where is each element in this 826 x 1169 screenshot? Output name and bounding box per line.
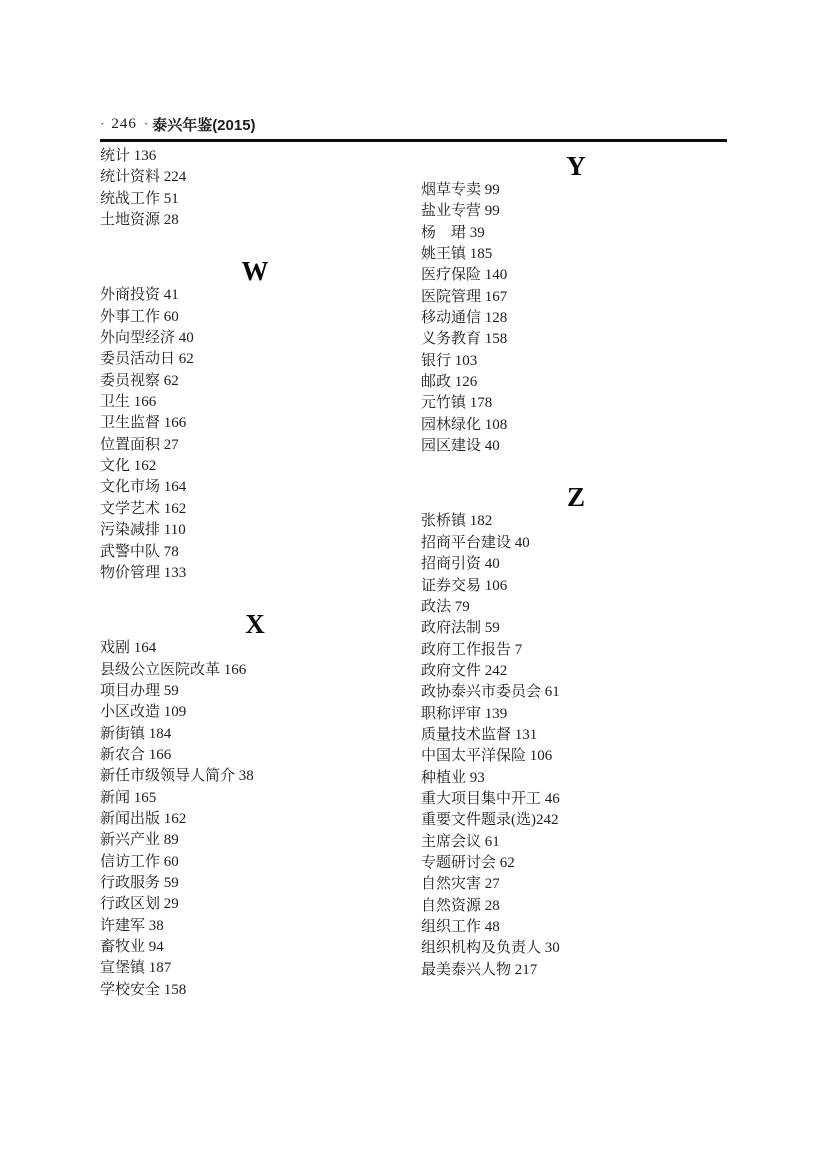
header-bullet: · bbox=[143, 116, 149, 131]
index-entry: 中国太平洋保险 106 bbox=[421, 748, 553, 765]
index-entry: 戏剧 164 bbox=[100, 640, 157, 657]
index-entry: 组织机构及负责人 30 bbox=[421, 940, 560, 957]
index-entry: 外事工作 60 bbox=[100, 308, 179, 325]
index-entry: 园区建设 40 bbox=[421, 438, 500, 455]
index-entry: 招商平台建设 40 bbox=[421, 534, 530, 551]
index-entry: 物价管理 133 bbox=[100, 564, 187, 581]
index-entry: 新兴产业 89 bbox=[100, 832, 179, 849]
header-bullet: · bbox=[100, 116, 105, 131]
index-entry: 医院管理 167 bbox=[421, 288, 508, 305]
index-entry: 项目办理 59 bbox=[100, 682, 179, 699]
index-entry: 新农合 166 bbox=[100, 746, 172, 763]
index-entry: 新闻出版 162 bbox=[100, 810, 187, 827]
index-entry: 统计资料 224 bbox=[100, 169, 187, 186]
index-entry: 杨 珺 39 bbox=[421, 224, 485, 241]
index-entry: 小区改造 109 bbox=[100, 704, 187, 721]
index-entry: 污染减排 110 bbox=[100, 522, 186, 539]
index-entry: 银行 103 bbox=[421, 352, 478, 369]
index-entry: 行政服务 59 bbox=[100, 874, 179, 891]
index-entry: 姚王镇 185 bbox=[421, 246, 493, 263]
index-entry: 土地资源 28 bbox=[100, 212, 179, 229]
header-rule bbox=[100, 139, 727, 142]
index-entry: 统计 136 bbox=[100, 148, 157, 164]
book-title: 泰兴年鉴(2015) bbox=[152, 116, 256, 134]
index-entry: 最美泰兴人物 217 bbox=[421, 961, 538, 978]
index-entry: 文化 162 bbox=[100, 458, 157, 475]
index-entry: 证券交易 106 bbox=[421, 577, 508, 594]
page-number: 246 bbox=[111, 115, 137, 132]
running-header bbox=[100, 114, 256, 134]
index-entry: 种植业 93 bbox=[421, 769, 485, 786]
index-entry: 新街镇 184 bbox=[100, 725, 172, 742]
index-entry: 新任市级领导人简介 38 bbox=[100, 768, 254, 785]
index-entry: 畜牧业 94 bbox=[100, 939, 164, 955]
index-entry: 行政区划 29 bbox=[100, 896, 179, 913]
index-entry: 宣堡镇 187 bbox=[100, 960, 172, 977]
index-entry: 烟草专卖 99 bbox=[421, 182, 500, 198]
index-entry: 张桥镇 182 bbox=[421, 513, 493, 530]
index-entry: 招商引资 40 bbox=[421, 556, 500, 573]
index-entry: 园林绿化 108 bbox=[421, 416, 508, 433]
index-entry: 职称评审 139 bbox=[421, 705, 508, 722]
index-entry: 统战工作 51 bbox=[100, 190, 179, 207]
index-entry: 主席会议 61 bbox=[421, 833, 500, 850]
section-heading-w: W bbox=[241, 256, 269, 287]
left-column bbox=[100, 146, 410, 1001]
index-entry: 外向型经济 40 bbox=[100, 330, 194, 347]
index-entry: 医疗保险 140 bbox=[421, 267, 508, 284]
index-entry: 重大项目集中开工 46 bbox=[421, 790, 560, 807]
section-heading-x: X bbox=[245, 609, 265, 640]
right-column bbox=[421, 146, 731, 981]
index-entry: 许建军 38 bbox=[100, 917, 164, 934]
index-entry: 县级公立医院改革 166 bbox=[100, 661, 247, 678]
index-entry: 学校安全 158 bbox=[100, 981, 187, 998]
index-entry: 移动通信 128 bbox=[421, 310, 508, 327]
index-entry: 政府工作报告 7 bbox=[421, 641, 523, 658]
index-entry: 质量技术监督 131 bbox=[421, 726, 538, 743]
index-entry: 信访工作 60 bbox=[100, 853, 179, 870]
index-entry: 武警中队 78 bbox=[100, 543, 179, 560]
index-entry: 政府法制 59 bbox=[421, 620, 500, 637]
index-entry: 外商投资 41 bbox=[100, 287, 179, 304]
index-entry: 卫生 166 bbox=[100, 394, 157, 411]
index-entry: 元竹镇 178 bbox=[421, 395, 493, 412]
index-entry: 文化市场 164 bbox=[100, 479, 187, 496]
index-entry: 义务教育 158 bbox=[421, 331, 508, 348]
section-heading-y: Y bbox=[566, 151, 586, 181]
index-entry: 邮政 126 bbox=[421, 374, 478, 391]
index-entry: 政法 79 bbox=[421, 598, 470, 615]
index-entry: 卫生监督 166 bbox=[100, 415, 187, 432]
index-entry: 盐业专营 99 bbox=[421, 203, 500, 220]
index-entry: 文学艺术 162 bbox=[100, 500, 187, 517]
index-entry: 自然资源 28 bbox=[421, 897, 500, 914]
section-heading-z: Z bbox=[566, 482, 585, 513]
index-entry: 委员视察 62 bbox=[100, 372, 179, 389]
index-entry: 政协泰兴市委员会 61 bbox=[421, 684, 560, 701]
index-entry: 委员活动日 62 bbox=[100, 351, 194, 368]
index-entry: 政府文件 242 bbox=[421, 662, 508, 679]
index-entry: 专题研讨会 62 bbox=[421, 854, 515, 871]
index-entry: 组织工作 48 bbox=[421, 919, 500, 935]
index-entry: 自然灾害 27 bbox=[421, 876, 500, 893]
index-entry: 位置面积 27 bbox=[100, 436, 179, 453]
index-entry: 新闻 165 bbox=[100, 789, 157, 806]
index-entry: 重要文件题录(选)242 bbox=[421, 812, 559, 829]
